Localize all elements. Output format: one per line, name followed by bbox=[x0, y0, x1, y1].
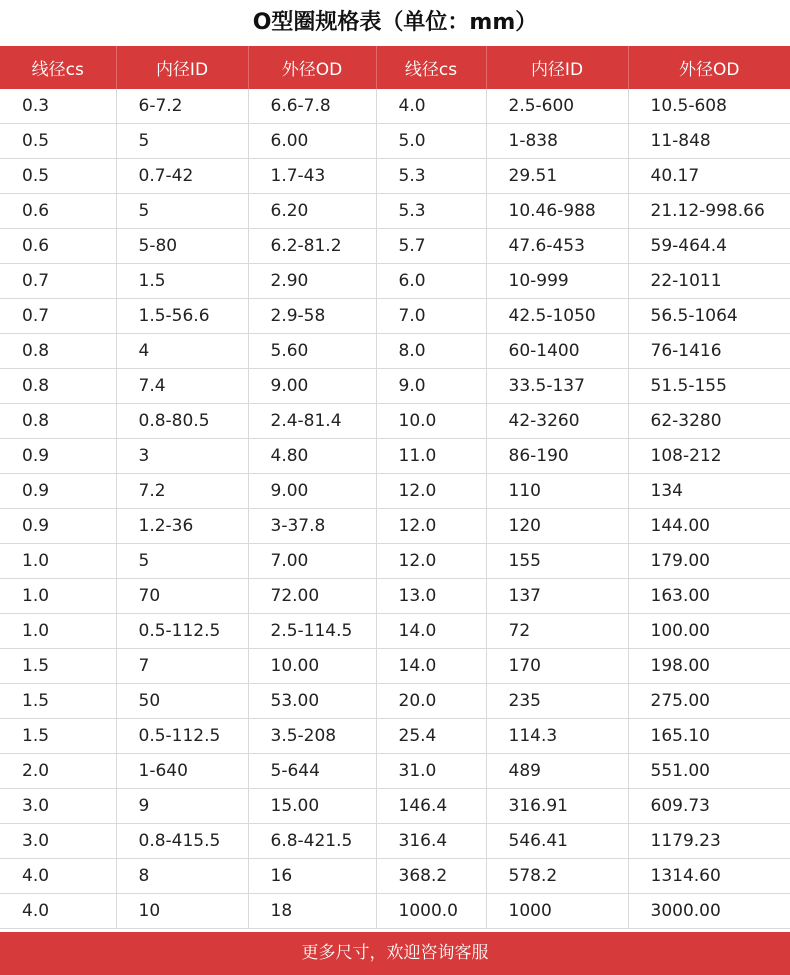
cell-id-2: 72 bbox=[486, 614, 628, 649]
table-row bbox=[0, 404, 790, 439]
cell-id-2: 114.3 bbox=[486, 719, 628, 754]
cell-cs-2: 8.0 bbox=[376, 334, 486, 369]
table-row bbox=[0, 474, 790, 509]
table-row bbox=[0, 754, 790, 789]
cell-od-1: 7.00 bbox=[248, 544, 376, 579]
cell-od-1: 72.00 bbox=[248, 579, 376, 614]
cell-od-1: 2.9-58 bbox=[248, 299, 376, 334]
cell-id-2: 10-999 bbox=[486, 264, 628, 299]
cell-id-1: 1.2-36 bbox=[116, 509, 248, 544]
cell-cs-1: 0.3 bbox=[0, 89, 116, 124]
table-row bbox=[0, 579, 790, 614]
cell-od-2: 56.5-1064 bbox=[628, 299, 790, 334]
header-id-1: 内径ID bbox=[116, 46, 248, 89]
cell-cs-2: 146.4 bbox=[376, 789, 486, 824]
table-row bbox=[0, 124, 790, 159]
cell-id-1: 7.2 bbox=[116, 474, 248, 509]
cell-od-1: 9.00 bbox=[248, 369, 376, 404]
table-row bbox=[0, 159, 790, 194]
cell-cs-2: 368.2 bbox=[376, 859, 486, 894]
header-od-2: 外径OD bbox=[628, 46, 790, 89]
cell-id-2: 47.6-453 bbox=[486, 229, 628, 264]
cell-od-2: 11-848 bbox=[628, 124, 790, 159]
cell-id-2: 86-190 bbox=[486, 439, 628, 474]
cell-cs-1: 1.0 bbox=[0, 614, 116, 649]
cell-id-1: 0.5-112.5 bbox=[116, 719, 248, 754]
cell-cs-1: 0.9 bbox=[0, 474, 116, 509]
cell-cs-1: 0.8 bbox=[0, 369, 116, 404]
cell-od-1: 10.00 bbox=[248, 649, 376, 684]
table-row bbox=[0, 299, 790, 334]
cell-id-2: 155 bbox=[486, 544, 628, 579]
cell-cs-2: 12.0 bbox=[376, 474, 486, 509]
cell-cs-1: 0.9 bbox=[0, 439, 116, 474]
cell-id-2: 170 bbox=[486, 649, 628, 684]
header-od-1: 外径OD bbox=[248, 46, 376, 89]
cell-cs-2: 14.0 bbox=[376, 649, 486, 684]
header-id-2: 内径ID bbox=[486, 46, 628, 89]
cell-id-2: 1-838 bbox=[486, 124, 628, 159]
table-row bbox=[0, 894, 790, 929]
cell-od-1: 2.4-81.4 bbox=[248, 404, 376, 439]
table-row bbox=[0, 509, 790, 544]
cell-od-2: 198.00 bbox=[628, 649, 790, 684]
cell-od-1: 53.00 bbox=[248, 684, 376, 719]
cell-id-2: 60-1400 bbox=[486, 334, 628, 369]
cell-od-2: 108-212 bbox=[628, 439, 790, 474]
cell-od-1: 6.2-81.2 bbox=[248, 229, 376, 264]
cell-id-1: 5 bbox=[116, 124, 248, 159]
header-row bbox=[0, 46, 790, 89]
cell-od-2: 59-464.4 bbox=[628, 229, 790, 264]
cell-id-1: 0.8-80.5 bbox=[116, 404, 248, 439]
header-cs-2: 线径cs bbox=[376, 46, 486, 89]
cell-od-2: 100.00 bbox=[628, 614, 790, 649]
cell-od-1: 9.00 bbox=[248, 474, 376, 509]
cell-id-2: 578.2 bbox=[486, 859, 628, 894]
table-row bbox=[0, 264, 790, 299]
cell-od-1: 6.00 bbox=[248, 124, 376, 159]
cell-od-2: 163.00 bbox=[628, 579, 790, 614]
cell-od-2: 22-1011 bbox=[628, 264, 790, 299]
cell-cs-1: 1.5 bbox=[0, 649, 116, 684]
cell-cs-2: 4.0 bbox=[376, 89, 486, 124]
cell-id-2: 1000 bbox=[486, 894, 628, 929]
cell-od-2: 165.10 bbox=[628, 719, 790, 754]
cell-cs-1: 1.5 bbox=[0, 684, 116, 719]
table-row bbox=[0, 649, 790, 684]
cell-id-2: 489 bbox=[486, 754, 628, 789]
cell-id-2: 110 bbox=[486, 474, 628, 509]
cell-id-2: 29.51 bbox=[486, 159, 628, 194]
cell-cs-1: 0.8 bbox=[0, 334, 116, 369]
cell-cs-2: 5.3 bbox=[376, 194, 486, 229]
cell-cs-2: 1000.0 bbox=[376, 894, 486, 929]
table-row bbox=[0, 684, 790, 719]
cell-od-1: 3-37.8 bbox=[248, 509, 376, 544]
table-row bbox=[0, 614, 790, 649]
cell-cs-2: 12.0 bbox=[376, 509, 486, 544]
cell-od-1: 3.5-208 bbox=[248, 719, 376, 754]
cell-od-2: 275.00 bbox=[628, 684, 790, 719]
cell-od-2: 51.5-155 bbox=[628, 369, 790, 404]
cell-id-2: 120 bbox=[486, 509, 628, 544]
table-row bbox=[0, 369, 790, 404]
cell-id-1: 0.7-42 bbox=[116, 159, 248, 194]
cell-id-1: 5 bbox=[116, 194, 248, 229]
cell-id-2: 42-3260 bbox=[486, 404, 628, 439]
cell-od-2: 3000.00 bbox=[628, 894, 790, 929]
cell-cs-1: 0.7 bbox=[0, 264, 116, 299]
cell-id-2: 2.5-600 bbox=[486, 89, 628, 124]
cell-id-1: 5 bbox=[116, 544, 248, 579]
cell-cs-2: 10.0 bbox=[376, 404, 486, 439]
cell-id-1: 1-640 bbox=[116, 754, 248, 789]
cell-od-2: 609.73 bbox=[628, 789, 790, 824]
cell-id-1: 3 bbox=[116, 439, 248, 474]
table-row bbox=[0, 334, 790, 369]
table-row bbox=[0, 89, 790, 124]
cell-cs-2: 14.0 bbox=[376, 614, 486, 649]
cell-cs-2: 5.7 bbox=[376, 229, 486, 264]
cell-id-2: 316.91 bbox=[486, 789, 628, 824]
cell-cs-1: 3.0 bbox=[0, 824, 116, 859]
cell-od-1: 2.90 bbox=[248, 264, 376, 299]
cell-cs-2: 31.0 bbox=[376, 754, 486, 789]
table-row bbox=[0, 439, 790, 474]
cell-cs-1: 0.6 bbox=[0, 229, 116, 264]
cell-od-1: 18 bbox=[248, 894, 376, 929]
cell-id-1: 4 bbox=[116, 334, 248, 369]
cell-od-2: 1314.60 bbox=[628, 859, 790, 894]
cell-id-1: 1.5 bbox=[116, 264, 248, 299]
cell-od-1: 15.00 bbox=[248, 789, 376, 824]
cell-cs-2: 6.0 bbox=[376, 264, 486, 299]
cell-od-1: 5-644 bbox=[248, 754, 376, 789]
cell-od-1: 5.60 bbox=[248, 334, 376, 369]
cell-cs-1: 0.5 bbox=[0, 124, 116, 159]
cell-cs-2: 12.0 bbox=[376, 544, 486, 579]
cell-id-1: 1.5-56.6 bbox=[116, 299, 248, 334]
cell-od-1: 6.6-7.8 bbox=[248, 89, 376, 124]
cell-id-1: 50 bbox=[116, 684, 248, 719]
table-row bbox=[0, 194, 790, 229]
cell-id-2: 235 bbox=[486, 684, 628, 719]
cell-od-2: 21.12-998.66 bbox=[628, 194, 790, 229]
cell-cs-1: 0.8 bbox=[0, 404, 116, 439]
cell-cs-2: 13.0 bbox=[376, 579, 486, 614]
cell-cs-1: 1.5 bbox=[0, 719, 116, 754]
cell-od-2: 10.5-608 bbox=[628, 89, 790, 124]
cell-id-1: 8 bbox=[116, 859, 248, 894]
table-row bbox=[0, 859, 790, 894]
table-row bbox=[0, 544, 790, 579]
cell-id-1: 6-7.2 bbox=[116, 89, 248, 124]
cell-od-2: 134 bbox=[628, 474, 790, 509]
cell-id-1: 70 bbox=[116, 579, 248, 614]
cell-cs-2: 5.0 bbox=[376, 124, 486, 159]
cell-cs-2: 9.0 bbox=[376, 369, 486, 404]
cell-od-2: 40.17 bbox=[628, 159, 790, 194]
cell-id-2: 10.46-988 bbox=[486, 194, 628, 229]
cell-cs-2: 20.0 bbox=[376, 684, 486, 719]
cell-cs-1: 3.0 bbox=[0, 789, 116, 824]
table-row bbox=[0, 229, 790, 264]
cell-cs-2: 316.4 bbox=[376, 824, 486, 859]
cell-id-2: 546.41 bbox=[486, 824, 628, 859]
cell-od-1: 6.8-421.5 bbox=[248, 824, 376, 859]
cell-id-2: 33.5-137 bbox=[486, 369, 628, 404]
cell-cs-2: 25.4 bbox=[376, 719, 486, 754]
cell-id-1: 9 bbox=[116, 789, 248, 824]
cell-od-2: 1179.23 bbox=[628, 824, 790, 859]
cell-id-1: 7 bbox=[116, 649, 248, 684]
cell-od-1: 16 bbox=[248, 859, 376, 894]
table-title: O型圈规格表（单位：mm） bbox=[0, 0, 790, 46]
table-body bbox=[0, 89, 790, 929]
cell-od-2: 179.00 bbox=[628, 544, 790, 579]
cell-od-1: 1.7-43 bbox=[248, 159, 376, 194]
table-row bbox=[0, 719, 790, 754]
cell-cs-1: 4.0 bbox=[0, 859, 116, 894]
cell-id-1: 0.8-415.5 bbox=[116, 824, 248, 859]
cell-cs-1: 1.0 bbox=[0, 544, 116, 579]
cell-cs-1: 2.0 bbox=[0, 754, 116, 789]
cell-id-2: 42.5-1050 bbox=[486, 299, 628, 334]
cell-cs-1: 4.0 bbox=[0, 894, 116, 929]
cell-id-1: 7.4 bbox=[116, 369, 248, 404]
cell-cs-1: 1.0 bbox=[0, 579, 116, 614]
cell-cs-1: 0.7 bbox=[0, 299, 116, 334]
cell-cs-1: 0.9 bbox=[0, 509, 116, 544]
cell-cs-1: 0.6 bbox=[0, 194, 116, 229]
cell-id-2: 137 bbox=[486, 579, 628, 614]
cell-od-2: 62-3280 bbox=[628, 404, 790, 439]
cell-cs-2: 11.0 bbox=[376, 439, 486, 474]
table-row bbox=[0, 789, 790, 824]
footer-banner: 更多尺寸，欢迎咨询客服 bbox=[0, 932, 790, 975]
cell-cs-2: 5.3 bbox=[376, 159, 486, 194]
cell-od-2: 551.00 bbox=[628, 754, 790, 789]
cell-od-1: 2.5-114.5 bbox=[248, 614, 376, 649]
cell-id-1: 0.5-112.5 bbox=[116, 614, 248, 649]
cell-id-1: 5-80 bbox=[116, 229, 248, 264]
cell-od-2: 76-1416 bbox=[628, 334, 790, 369]
cell-id-1: 10 bbox=[116, 894, 248, 929]
cell-cs-1: 0.5 bbox=[0, 159, 116, 194]
spec-table bbox=[0, 46, 790, 929]
table-row bbox=[0, 824, 790, 859]
cell-cs-2: 7.0 bbox=[376, 299, 486, 334]
cell-od-1: 4.80 bbox=[248, 439, 376, 474]
cell-od-1: 6.20 bbox=[248, 194, 376, 229]
cell-od-2: 144.00 bbox=[628, 509, 790, 544]
header-cs-1: 线径cs bbox=[0, 46, 116, 89]
